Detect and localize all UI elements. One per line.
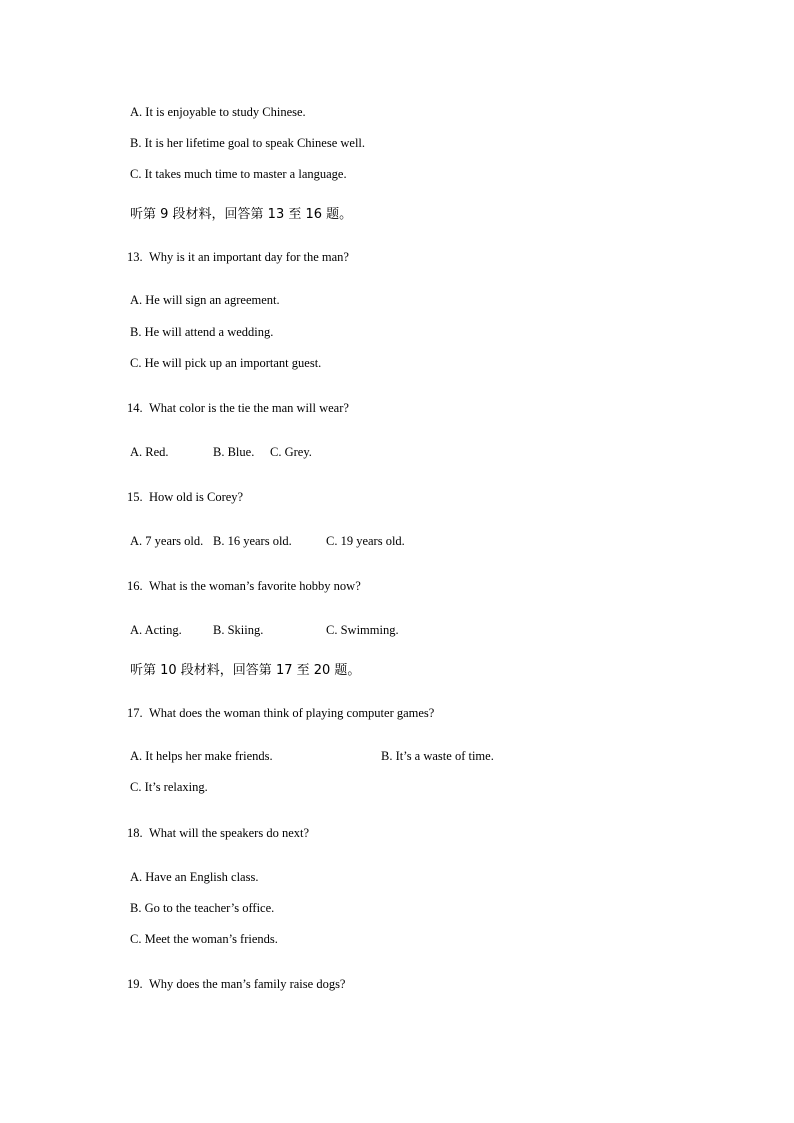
- question-text: What will the speakers do next?: [149, 826, 310, 840]
- question-text: What color is the tie the man will wear?: [149, 401, 349, 415]
- section-heading-9: 听第 9 段材料，回答第 13 至 16 题。: [130, 207, 353, 222]
- question-19: [127, 976, 345, 992]
- q14-option-c: C. Grey.: [270, 445, 312, 459]
- question-text: How old is Corey?: [149, 490, 244, 504]
- section-heading-10: 听第 10 段材料，回答第 17 至 20 题。: [130, 663, 361, 678]
- q17-option-b: B. It’s a waste of time.: [381, 749, 494, 763]
- option-c: C. It takes much time to master a language.: [130, 167, 347, 181]
- question-number: 16.: [127, 579, 143, 593]
- q16-option-c: C. Swimming.: [326, 623, 399, 637]
- q13-option-a: A. He will sign an agreement.: [130, 293, 280, 307]
- question-text: Why does the man’s family raise dogs?: [149, 977, 346, 991]
- q16-options: [130, 622, 450, 638]
- question-17: [127, 705, 434, 721]
- q15-option-b: B. 16 years old.: [213, 534, 292, 548]
- q18-option-c: C. Meet the woman’s friends.: [130, 932, 278, 946]
- question-15: [127, 489, 243, 505]
- option-b: B. It is her lifetime goal to speak Chinese well.: [130, 136, 366, 150]
- option-a: A. It is enjoyable to study Chinese.: [130, 105, 306, 119]
- question-number: 15.: [127, 490, 143, 504]
- question-number: 14.: [127, 401, 143, 415]
- q16-option-b: B. Skiing.: [213, 623, 264, 637]
- q13-option-b: B. He will attend a wedding.: [130, 325, 274, 339]
- q18-option-a: A. Have an English class.: [130, 870, 259, 884]
- question-number: 13.: [127, 250, 143, 264]
- question-text: What is the woman’s favorite hobby now?: [149, 579, 361, 593]
- q14-option-b: B. Blue.: [213, 445, 255, 459]
- q16-option-a: A. Acting.: [130, 623, 182, 637]
- q15-option-a: A. 7 years old.: [130, 534, 204, 548]
- q15-options: [130, 533, 450, 549]
- q15-option-c: C. 19 years old.: [326, 534, 405, 548]
- question-number: 17.: [127, 706, 143, 720]
- question-14: [127, 400, 349, 416]
- q18-option-b: B. Go to the teacher’s office.: [130, 901, 275, 915]
- question-number: 18.: [127, 826, 143, 840]
- q14-option-a: A. Red.: [130, 445, 169, 459]
- question-text: Why is it an important day for the man?: [149, 250, 349, 264]
- question-number: 19.: [127, 977, 143, 991]
- question-13: [127, 249, 349, 265]
- question-16: [127, 578, 361, 594]
- question-text: What does the woman think of playing computer games?: [149, 706, 435, 720]
- question-18: [127, 825, 309, 841]
- q13-option-c: C. He will pick up an important guest.: [130, 356, 322, 370]
- q17-options-row: [130, 748, 550, 764]
- q17-option-c: C. It’s relaxing.: [130, 780, 208, 794]
- q17-option-a: A. It helps her make friends.: [130, 749, 273, 763]
- q14-options: [130, 444, 430, 460]
